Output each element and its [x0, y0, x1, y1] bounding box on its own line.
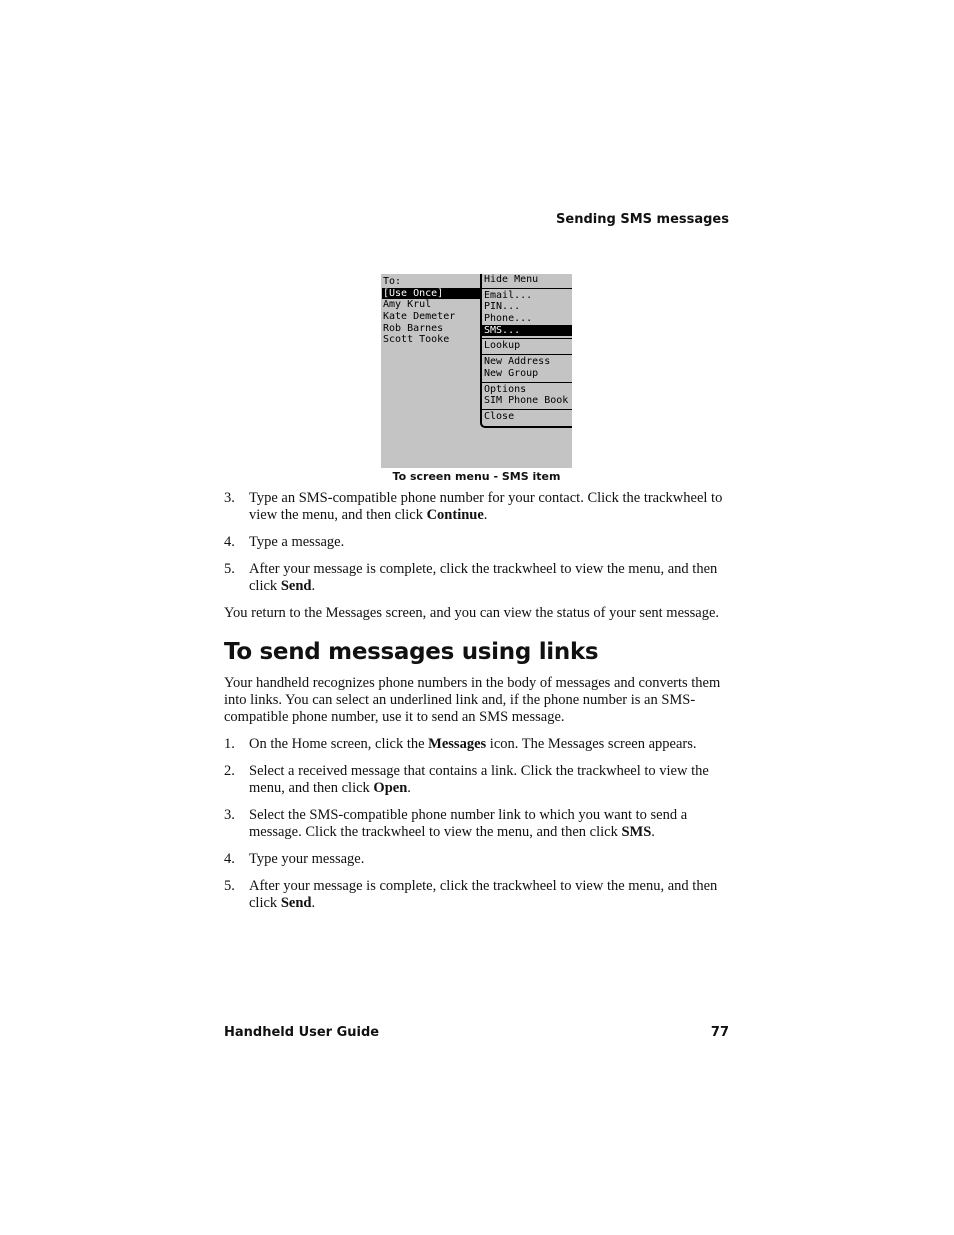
menu-item-hide-menu: Hide Menu — [484, 274, 539, 285]
paragraph: Your handheld recognizes phone numbers in the body of messages and converts them into links. You can select an underlined link and, if the phone number is an SMS-compatible phone number, use it to send an SMS message. — [224, 674, 721, 726]
list-item — [224, 878, 729, 913]
to-label: To: — [383, 276, 402, 287]
step-number: 3. — [224, 490, 235, 506]
step-number: 2. — [224, 762, 235, 779]
list-item — [224, 561, 729, 596]
step-number: 5. — [224, 877, 235, 894]
step-text: Type an SMS-compatible phone number for your contact. Click the trackwheel to view the menu, and then click Continue. — [249, 490, 723, 524]
step-number: 5. — [224, 560, 235, 577]
contact-item: Amy Krul — [383, 299, 432, 311]
page-body — [224, 490, 729, 922]
menu-item-options: Options — [484, 383, 527, 395]
list-item — [224, 490, 729, 525]
figure-caption: To screen menu - SMS item — [392, 470, 561, 483]
step-number: 4. — [224, 534, 235, 551]
step-number: 4. — [224, 850, 235, 867]
menu-item-close: Close — [484, 410, 515, 422]
step-text: After your message is complete, click the trackwheel to view the menu, and then click Send. — [249, 877, 718, 912]
step-text: Select a received message that contains a link. Click the trackwheel to view the menu, and then click Open. — [249, 762, 709, 797]
step-text: Select the SMS-compatible phone number link to which you want to send a message. Click the trackwheel to view the menu, and then click SMS. — [249, 806, 688, 841]
menu-item-new-address: New Address — [484, 356, 551, 368]
menu-separator — [482, 288, 572, 289]
list-item — [224, 851, 729, 868]
step-text: After your message is complete, click the trackwheel to view the menu, and then click Send. — [249, 560, 718, 595]
menu-item-phone: Phone... — [484, 313, 533, 325]
menu-item-lookup: Lookup — [484, 340, 521, 352]
section-heading: To send messages using links — [224, 639, 599, 666]
menu-separator — [482, 354, 572, 355]
running-header: Sending SMS messages — [556, 212, 729, 227]
context-menu — [480, 274, 572, 428]
to-screen-screenshot — [381, 274, 572, 468]
menu-separator — [482, 338, 572, 339]
menu-separator — [482, 382, 572, 383]
menu-item-pin: PIN... — [484, 301, 521, 313]
menu-item-sim-phone-book: SIM Phone Book — [484, 395, 569, 407]
step-text: Type your message. — [249, 850, 365, 867]
footer-title: Handheld User Guide — [224, 1025, 380, 1040]
list-item — [224, 807, 729, 842]
step-number: 3. — [224, 806, 235, 823]
menu-item-new-group: New Group — [484, 367, 539, 379]
list-item — [224, 736, 729, 753]
page-number: 77 — [710, 1025, 729, 1040]
list-item — [224, 534, 729, 551]
recipient-list — [382, 276, 480, 346]
contact-item: Scott Tooke — [383, 334, 450, 346]
step-text: On the Home screen, click the Messages icon. The Messages screen appears. — [249, 735, 697, 752]
menu-item-sms: SMS... — [482, 325, 572, 337]
contact-item: [Use Once] — [382, 288, 480, 300]
step-number: 1. — [224, 735, 235, 752]
page-footer — [224, 1025, 729, 1040]
contact-item: Kate Demeter — [383, 311, 456, 323]
menu-separator — [482, 409, 572, 410]
paragraph: You return to the Messages screen, and you can view the status of your sent message. — [224, 604, 720, 621]
step-text: Type a message. — [249, 534, 345, 551]
contact-item: Rob Barnes — [383, 322, 444, 334]
menu-item-email: Email... — [484, 289, 533, 301]
list-item — [224, 763, 729, 798]
